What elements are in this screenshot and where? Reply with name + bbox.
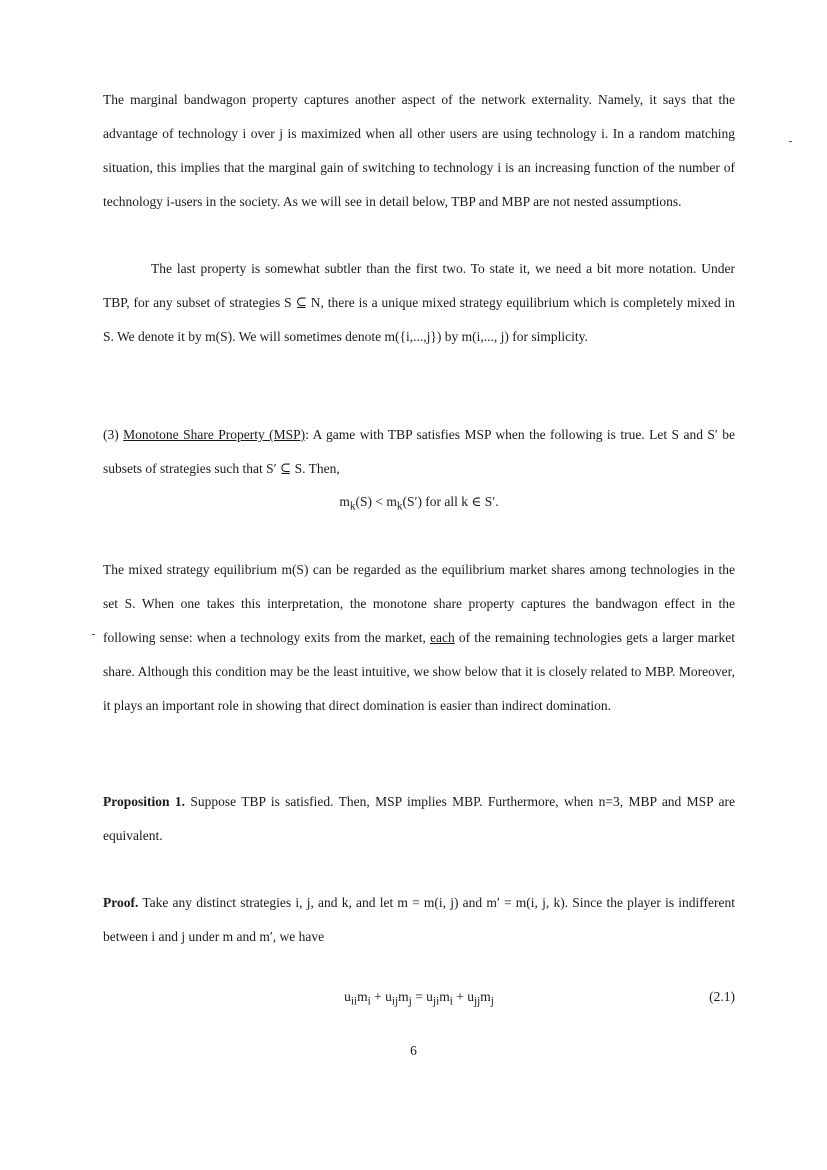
p3-before: The mixed strategy equilibrium m(S) can be regarded as the equilibrium market shares among technologies in the set S. When one takes this interpretation, the monotone share property captures the bandwagon effect in the following sense: when a technology exits from the market, <box>103 562 735 645</box>
proposition-1 <box>103 785 735 853</box>
msp-formula: $m_k(S) < m_k(S')$ for all k ∈ S′. <box>339 494 499 513</box>
msp-prefix: (3) <box>103 427 124 442</box>
equation-body: $u_{ii}m_i + u_{ij}m_j = u_{ji}m_i + u_{jj}m_j$ <box>344 989 494 1008</box>
paragraph-mbp: The marginal bandwagon property captures another aspect of the network externality. Namely, it says that the advantage of technology i over j is maximized when all other users are using technology i. In a random matching situation, this implies that the marginal gain of switching to technology i is an increasing function of the number of technology i-users in the society. As we will see in detail below, TBP and MBP are not nested assumptions. <box>103 92 735 209</box>
scan-mark <box>92 634 95 635</box>
proof-label: Proof. <box>103 895 139 910</box>
proposition-text: Suppose TBP is satisfied. Then, MSP implies MBP. Furthermore, when n=3, MBP and MSP are equivalent. <box>103 794 736 843</box>
proof-text: Take any distinct strategies i, j, and k, and let m = m(i, j) and m′ = m(i, j, k). Since the player is indifferent between i and j under m and m′, we have <box>103 895 735 944</box>
scan-mark <box>789 141 792 142</box>
msp-text: : A game with TBP satisfies MSP when the following is true. Let S and S′ be subsets of strategies such that S′ ⊆ S. Then, <box>103 427 735 476</box>
paragraph-notation: The last property is somewhat subtler than the first two. To state it, we need a bit more notation. Under TBP, for any subset of strategies S ⊆ N, there is a unique mixed strategy equilibrium which is completely mixed in S. We denote it by m(S). We will sometimes denote m({i,...,j}) by m(i,..., j) for simplicity. <box>103 261 735 344</box>
proposition-label: Proposition 1. <box>103 794 185 809</box>
equation-2-1 <box>103 985 735 1014</box>
p3-after: of the remaining technologies gets a larger market share. Although this condition may be the least intuitive, we show below that it is closely related to MBP. Moreover, it plays an important role in showing that direct domination is easier than indirect domination. <box>103 630 736 713</box>
equation-number: (2.1) <box>709 989 735 1004</box>
msp-title: Monotone Share Property (MSP) <box>123 427 306 442</box>
proof <box>103 886 735 954</box>
page-number: 6 <box>410 1043 417 1058</box>
definition-msp <box>103 418 735 486</box>
paragraph-interpretation <box>103 553 735 723</box>
p3-emph: each <box>430 630 455 645</box>
